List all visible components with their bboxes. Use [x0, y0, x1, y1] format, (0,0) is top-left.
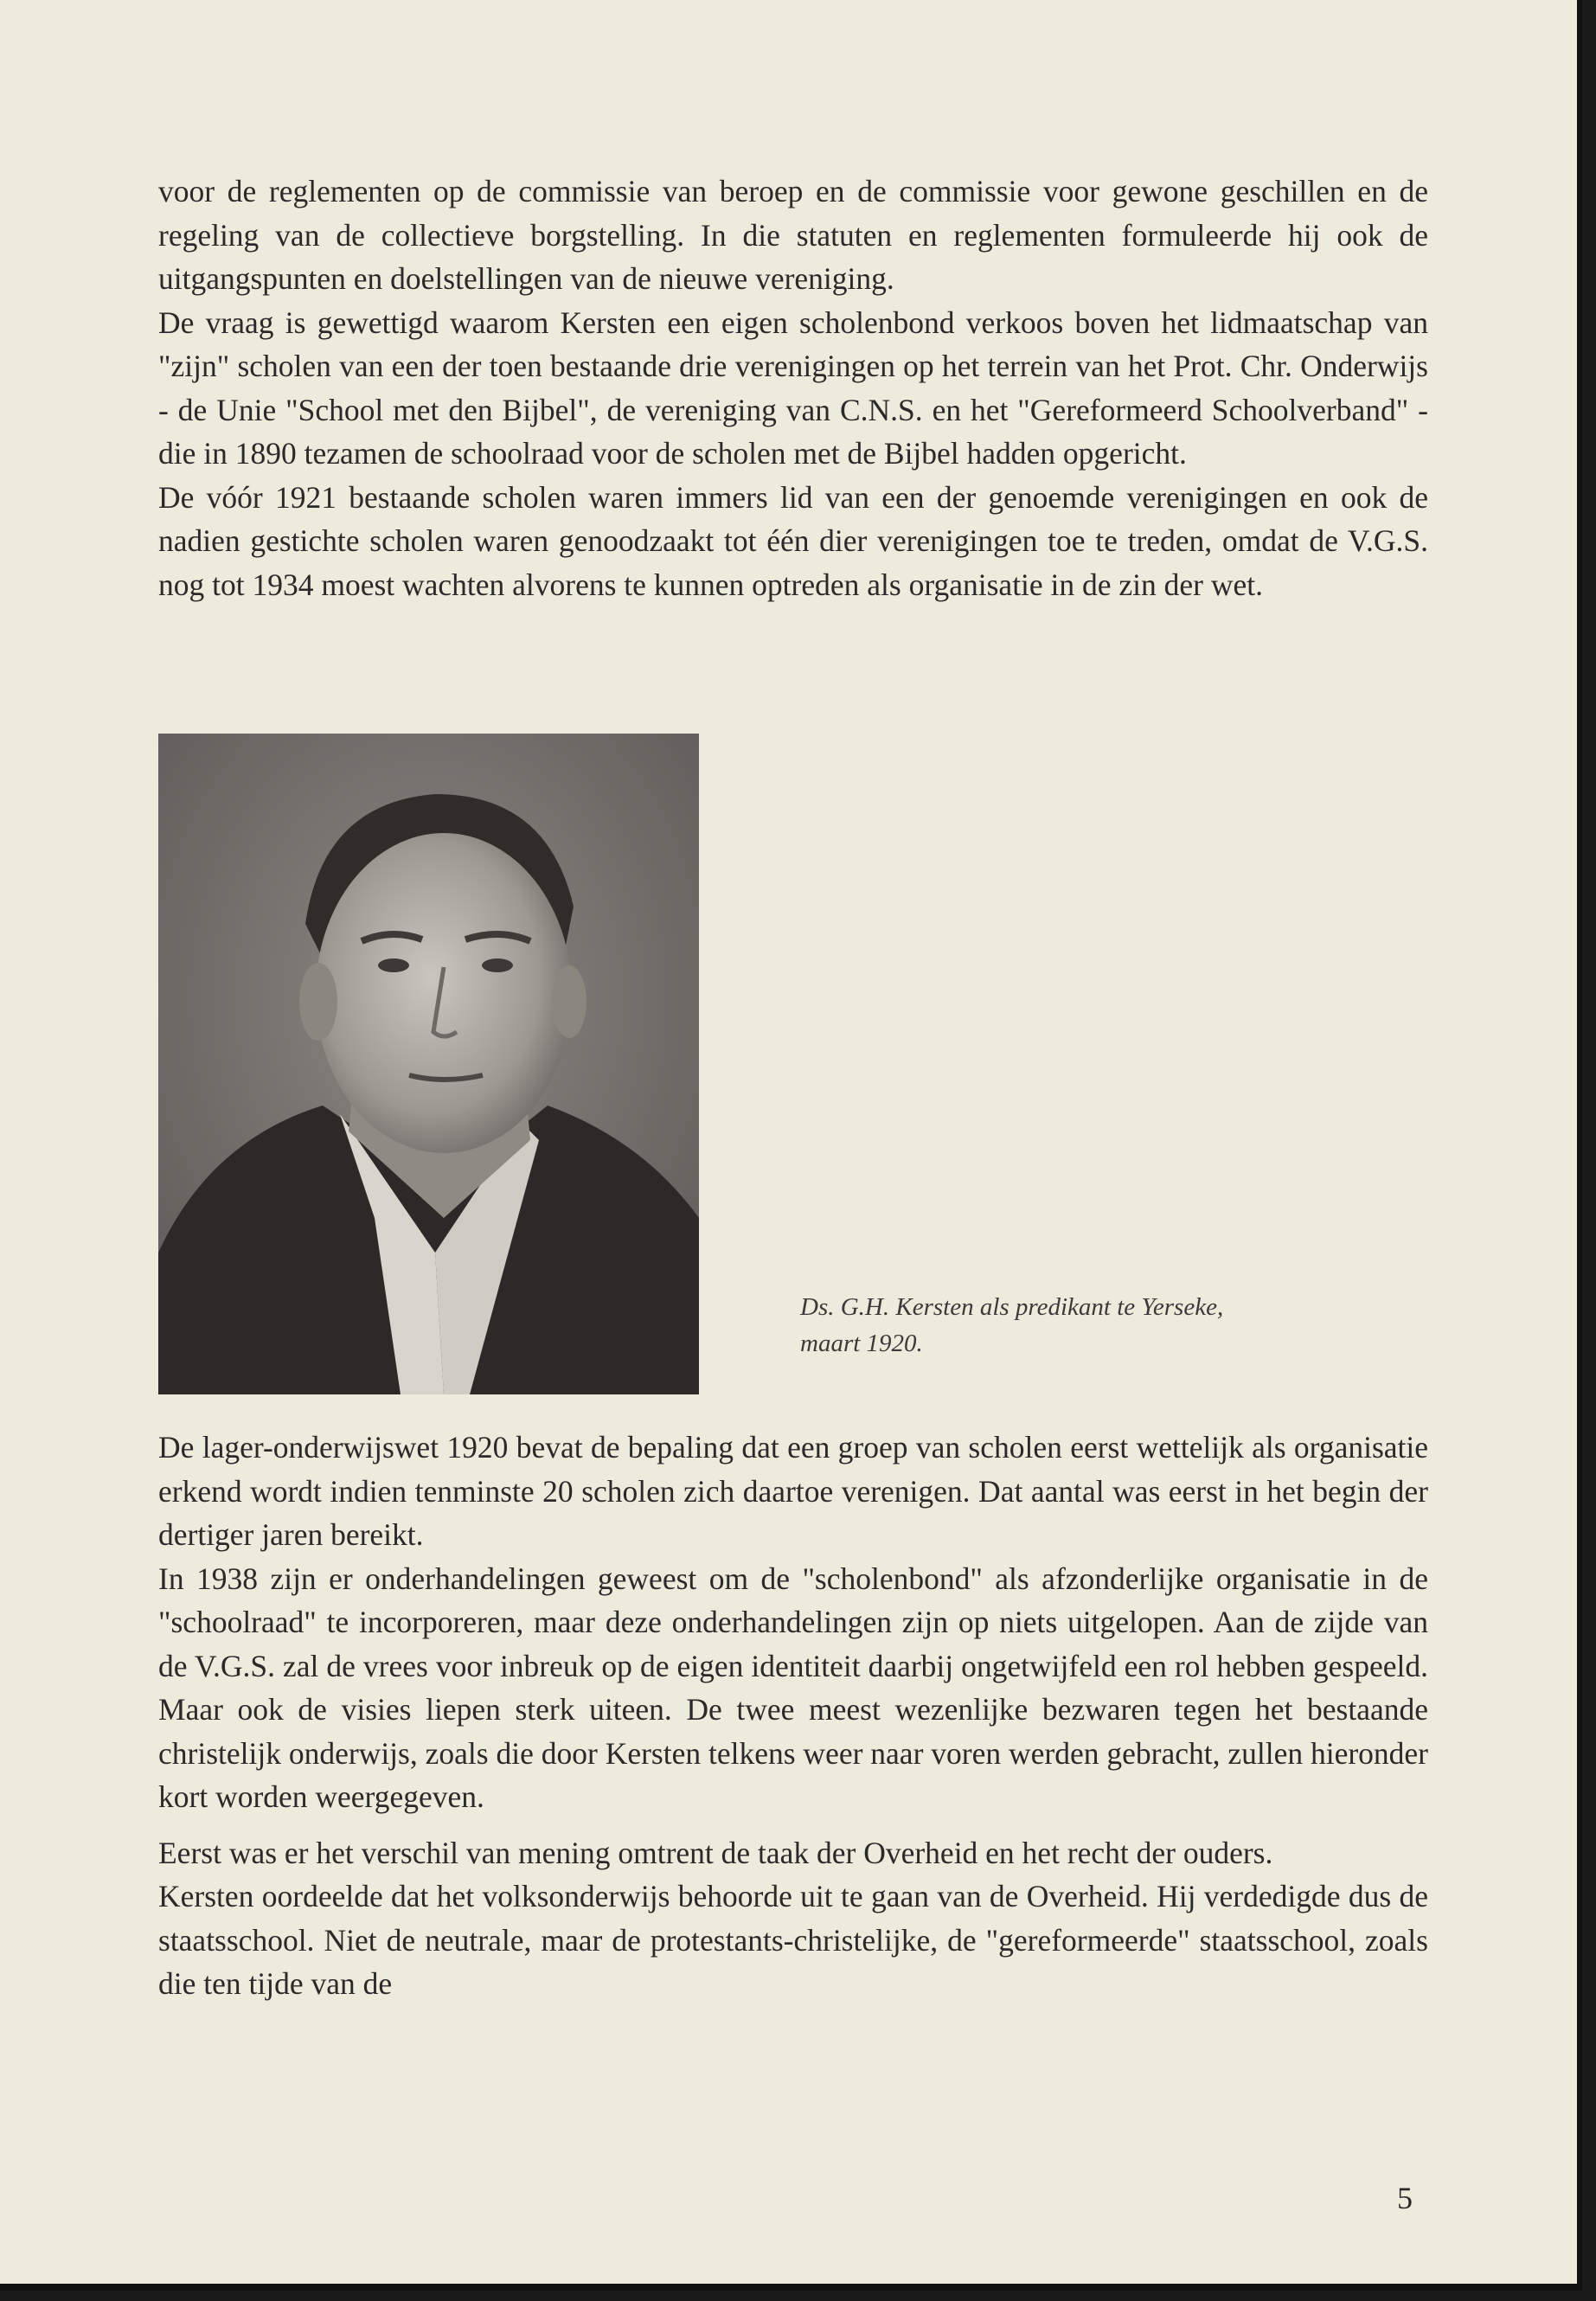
photo-caption: [800, 1289, 1440, 1362]
portrait-photo: [158, 734, 699, 1394]
paragraph: De lager-onderwijswet 1920 bevat de bepaling dat een groep van scholen eerst wettelijk als organisatie erkend wordt indien tenminste 20 scholen zich daartoe verenigen. Dat aantal was eerst in het begin der dertiger jaren bereikt.: [158, 1430, 1428, 1552]
page-number: 5: [1397, 2181, 1413, 2215]
paragraph: De vóór 1921 bestaande scholen waren immers lid van een der genoemde verenigingen en ook de nadien gestichte scholen waren genoodzaakt tot één dier verenigingen toe te treden, omdat de V.G.S. nog tot 1934 moest wachten alvorens te kunnen optreden als organisatie in de zin der wet.: [158, 479, 1428, 602]
paragraph: In 1938 zijn er onderhandelingen geweest om de "scholenbond" als afzonderlijke organisatie in de "schoolraad" te incorporeren, maar deze onderhandelingen zijn op niets uitgelopen. Aan de zijde van de V.G.S. zal de vrees voor inbreuk op de eigen identiteit daarbij ongetwijfeld een rol hebben gespeeld. Maar ook de visies liepen sterk uiteen. De twee meest wezenlijke bezwaren tegen het bestaande christelijk onderwijs, zoals die door Kersten telkens weer naar voren werden gebracht, zullen hieronder kort worden weergegeven.: [158, 1561, 1428, 1814]
paragraph: Kersten oordeelde dat het volksonderwijs behoorde uit te gaan van de Overheid. Hij verdedigde dus de staatsschool. Niet de neutrale, maar de protestants-christelijke, de "gereformeerde" staatsschool, zoals die ten tijde van de: [158, 1879, 1428, 2001]
paragraph: Eerst was er het verschil van mening omtrent de taak der Overheid en het recht der ouders.: [158, 1835, 1273, 1870]
paragraph: De vraag is gewettigd waarom Kersten een eigen scholenbond verkoos boven het lidmaatschap van "zijn" scholen van een der toen bestaande drie verenigingen op het terrein van het Prot. Chr. Onderwijs - de Unie "School met den Bijbel", de vereniging van C.N.S. en het "Gereformeerd Schoolverband" - die in 1890 tezamen de schoolraad voor de scholen met de Bijbel hadden opgericht.: [158, 304, 1428, 471]
body-text-bottom: [158, 1426, 1428, 2006]
caption-line: Ds. G.H. Kersten als predikant te Yerseke,: [800, 1293, 1224, 1321]
paragraph: voor de reglementen op de commissie van beroep en de commissie voor gewone geschillen en de regeling van de collectieve borgstelling. In die statuten en reglementen formuleerde hij ook de uitgangspunten en doelstellingen van de nieuwe vereniging.: [158, 174, 1428, 296]
portrait-image: [158, 734, 699, 1394]
caption-line: maart 1920.: [800, 1330, 923, 1357]
body-text-top: [158, 170, 1428, 606]
